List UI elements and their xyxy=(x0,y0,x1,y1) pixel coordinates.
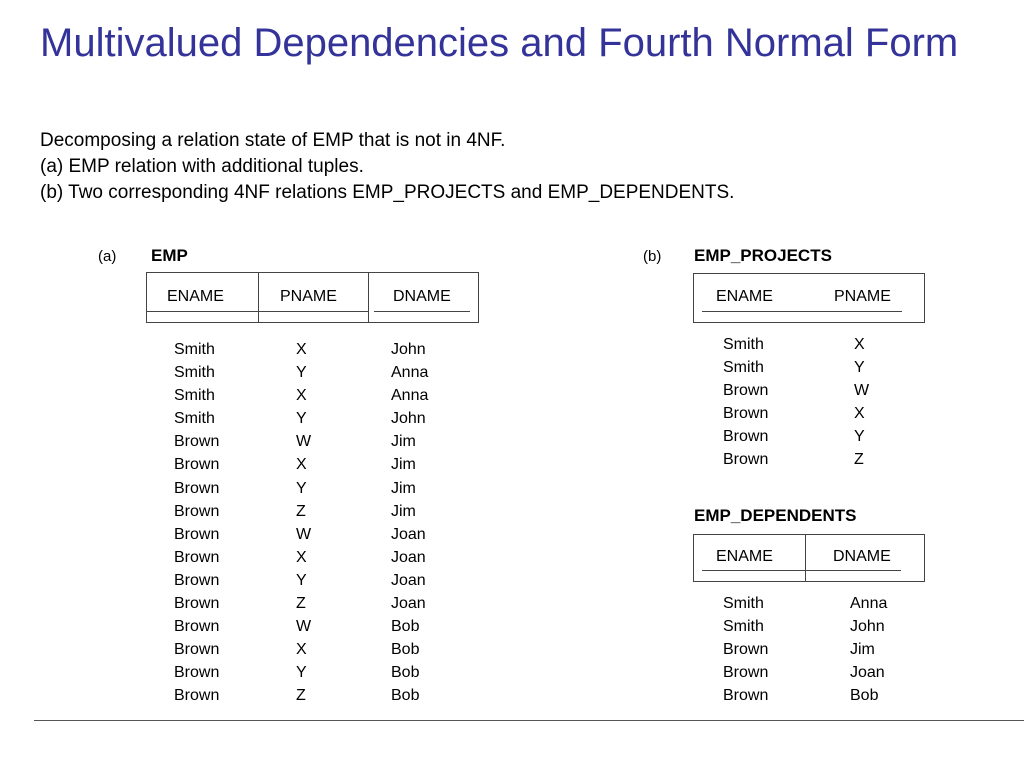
slide-subtitle xyxy=(40,128,1000,206)
emp-dname-cell: Anna xyxy=(391,364,429,382)
relation-name-emp-projects: EMP_PROJECTS xyxy=(694,246,832,265)
emp-pname-cell: W xyxy=(296,525,312,543)
emp-ename-cell: Brown xyxy=(174,664,220,682)
emp-pname-cell: W xyxy=(296,433,312,451)
emp-projects-pname-cell: Y xyxy=(854,428,865,446)
emp-dname-cell: Anna xyxy=(391,387,429,405)
emp-pname-cell: X xyxy=(296,387,307,405)
slide-title: Multivalued Dependencies and Fourth Normal Form xyxy=(40,21,959,65)
emp-dependents-header-dname: DNAME xyxy=(805,535,924,581)
emp-projects-header-pname: PNAME xyxy=(806,274,924,322)
emp-projects-pname-column xyxy=(854,333,869,472)
emp-dname-column xyxy=(391,338,428,708)
emp-projects-ename-column xyxy=(723,333,768,472)
emp-projects-ename-cell: Brown xyxy=(723,405,769,423)
emp-projects-pname-cell: X xyxy=(854,336,865,353)
emp-dname-cell: Bob xyxy=(391,687,420,705)
emp-dependents-dname-column xyxy=(850,592,887,707)
emp-pname-cell: W xyxy=(296,618,312,636)
emp-ename-column xyxy=(174,338,219,708)
emp-dname-cell: Bob xyxy=(391,641,420,659)
bottom-divider xyxy=(34,720,1024,721)
emp-dependents-ename-cell: Brown xyxy=(723,664,769,682)
emp-projects-pname-cell: Y xyxy=(854,359,865,377)
emp-ename-cell: Smith xyxy=(174,410,215,428)
emp-ename-cell: Brown xyxy=(174,479,220,497)
emp-projects-pname-cell: W xyxy=(854,382,870,400)
emp-pname-cell: X xyxy=(296,456,307,474)
emp-pname-column xyxy=(296,338,311,708)
emp-dname-cell: Joan xyxy=(391,525,426,543)
emp-dname-cell: John xyxy=(391,410,426,428)
emp-pname-cell: Y xyxy=(296,479,307,497)
emp-projects-ename-cell: Brown xyxy=(723,451,769,469)
subtitle-line: (b) Two corresponding 4NF relations EMP_PROJECTS and EMP_DEPENDENTS. xyxy=(40,182,735,203)
emp-header-ename: ENAME xyxy=(147,273,258,322)
emp-ename-cell: Brown xyxy=(174,548,220,566)
emp-pname-cell: X xyxy=(296,341,307,358)
emp-dname-cell: Bob xyxy=(391,618,420,636)
emp-projects-header-ename: ENAME xyxy=(694,274,806,322)
emp-pname-cell: Z xyxy=(296,502,306,520)
emp-dname-cell: Joan xyxy=(391,548,426,566)
relation-name-emp: EMP xyxy=(151,246,188,265)
emp-ename-cell: Brown xyxy=(174,433,220,451)
emp-dependents-ename-column xyxy=(723,592,768,707)
emp-dependents-header xyxy=(693,534,925,582)
emp-ename-cell: Brown xyxy=(174,525,220,543)
emp-ename-cell: Brown xyxy=(174,571,220,589)
emp-ename-cell: Brown xyxy=(174,618,220,636)
emp-dependents-ename-cell: Smith xyxy=(723,618,764,636)
emp-dependents-dname-cell: Bob xyxy=(850,687,879,705)
emp-projects-pname-cell: Z xyxy=(854,451,864,469)
emp-dependents-ename-cell: Smith xyxy=(723,595,764,612)
relation-name-emp-dependents: EMP_DEPENDENTS xyxy=(694,506,857,525)
part-label-a: (a) xyxy=(98,248,117,265)
emp-dname-cell: Jim xyxy=(391,433,416,451)
emp-ename-cell: Smith xyxy=(174,364,215,382)
emp-dependents-ename-cell: Brown xyxy=(723,641,769,659)
emp-dname-cell: Joan xyxy=(391,595,426,613)
emp-dname-cell: Jim xyxy=(391,479,416,497)
emp-ename-cell: Smith xyxy=(174,387,215,405)
emp-header-pname: PNAME xyxy=(258,273,368,322)
emp-dname-cell: John xyxy=(391,341,426,358)
emp-header-dname: DNAME xyxy=(368,273,478,322)
emp-projects-header xyxy=(693,273,925,323)
emp-ename-cell: Brown xyxy=(174,456,220,474)
emp-ename-cell: Brown xyxy=(174,595,220,613)
emp-projects-ename-cell: Brown xyxy=(723,428,769,446)
emp-dependents-ename-cell: Brown xyxy=(723,687,769,705)
emp-dependents-dname-cell: Anna xyxy=(850,595,888,612)
emp-pname-cell: X xyxy=(296,641,307,659)
emp-projects-pname-cell: X xyxy=(854,405,865,423)
emp-dependents-header-ename: ENAME xyxy=(694,535,805,581)
emp-pname-cell: Y xyxy=(296,410,307,428)
emp-dname-cell: Bob xyxy=(391,664,420,682)
emp-ename-cell: Smith xyxy=(174,341,215,358)
emp-dependents-dname-cell: Joan xyxy=(850,664,885,682)
emp-header xyxy=(146,272,479,323)
emp-dependents-dname-cell: Jim xyxy=(850,641,875,659)
emp-pname-cell: Y xyxy=(296,364,307,382)
emp-ename-cell: Brown xyxy=(174,502,220,520)
emp-pname-cell: Z xyxy=(296,595,306,613)
emp-pname-cell: Y xyxy=(296,664,307,682)
emp-projects-ename-cell: Brown xyxy=(723,382,769,400)
emp-ename-cell: Brown xyxy=(174,641,220,659)
emp-dname-cell: Jim xyxy=(391,456,416,474)
subtitle-line: Decomposing a relation state of EMP that is not in 4NF. xyxy=(40,130,506,151)
part-label-b: (b) xyxy=(643,248,662,265)
emp-pname-cell: X xyxy=(296,548,307,566)
emp-dname-cell: Joan xyxy=(391,571,426,589)
emp-pname-cell: Y xyxy=(296,571,307,589)
emp-pname-cell: Z xyxy=(296,687,306,705)
emp-dependents-dname-cell: John xyxy=(850,618,885,636)
subtitle-line: (a) EMP relation with additional tuples. xyxy=(40,156,364,177)
emp-projects-ename-cell: Smith xyxy=(723,359,764,377)
emp-ename-cell: Brown xyxy=(174,687,220,705)
emp-projects-ename-cell: Smith xyxy=(723,336,764,353)
emp-dname-cell: Jim xyxy=(391,502,416,520)
